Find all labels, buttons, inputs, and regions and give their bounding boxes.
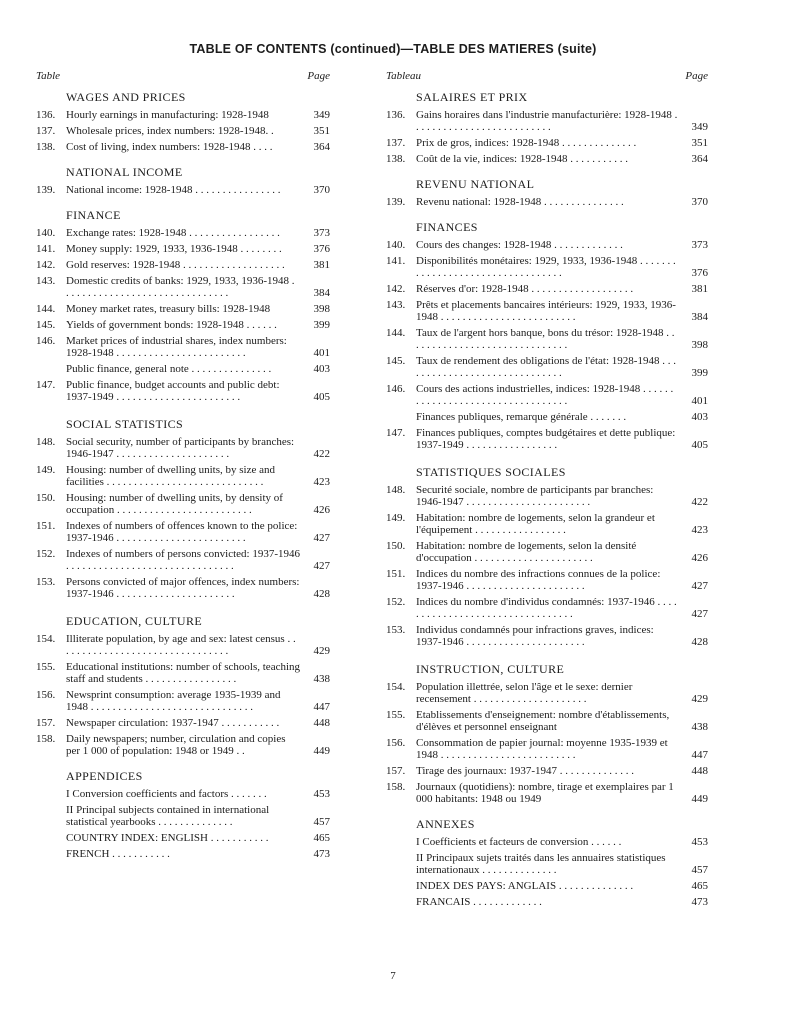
entry-number: 154. [36,633,56,645]
entry-title: INDEX DES PAYS: ANGLAIS . . . . . . . . . . . . . . [416,880,634,892]
page-title: TABLE OF CONTENTS (continued)—TABLE DES MATIERES (suite) [189,42,597,56]
section-title: APPENDICES [66,769,143,783]
entry-page: 403 [691,411,708,423]
entry-page: 429 [313,645,330,657]
entry-title: Newsprint consumption: average 1935-1939 and 1948 . . . . . . . . . . . . . . . . . . . . . . . . . . . . . . [66,689,281,713]
section-title: FINANCES [416,220,478,234]
entry-number: 138. [386,153,406,165]
entry-page: 399 [313,319,330,331]
entry-page: 465 [313,832,330,844]
entry-page: 405 [313,391,330,403]
entry-number: 157. [36,717,56,729]
page-label: Page [685,70,708,82]
entry-number: 137. [36,125,56,137]
entry-title: Securité sociale, nombre de participants par branches: 1946-1947 . . . . . . . . . . . . . . . . . . . . . . . [416,484,654,508]
entry-title: Market prices of industrial shares, index numbers: 1928-1948 . . . . . . . . . . . . . . . . . . . . . . . . [66,335,287,359]
entry-page: 381 [313,259,330,271]
toc-entry [36,303,330,315]
entry-title: Coût de la vie, indices: 1928-1948 . . . . . . . . . . . [416,153,629,165]
entry-page: 384 [691,311,708,323]
entry-page: 457 [313,816,330,828]
toc-entry [386,411,708,423]
entry-title: Wholesale prices, index numbers: 1928-1948. . [66,125,274,137]
toc-entry [36,109,330,121]
toc-entry [386,196,708,208]
entry-page: 381 [691,283,708,295]
page-label: Page [307,70,330,82]
entry-number: 142. [36,259,56,271]
entry-page: 398 [691,339,708,351]
toc-entry [36,319,330,331]
entry-title: Tirage des journaux: 1937-1947 . . . . . . . . . . . . . . [416,765,635,777]
toc-entry [386,836,708,848]
entry-page: 447 [691,749,708,761]
entry-page: 427 [313,532,330,544]
toc-entry [386,596,708,620]
toc-entry [36,259,330,271]
entry-title: Individus condamnés pour infractions graves, indices: 1937-1946 . . . . . . . . . . . . . . . . . . . . . . [416,624,654,648]
entry-number: 151. [386,568,406,580]
toc-entry [386,681,708,705]
toc-entry [386,896,708,908]
entry-page: 422 [313,448,330,460]
entry-title: Money supply: 1929, 1933, 1936-1948 . . . . . . . . [66,243,282,255]
entry-title: Educational institutions: number of schools, teaching staff and students . . . . . . . . . . . . . . . . . [66,661,301,685]
entry-title: Housing: number of dwelling units, by density of occupation . . . . . . . . . . . . . . . . . . . . . . . . . [66,492,283,516]
entry-page: 351 [313,125,330,137]
entry-page: 399 [691,367,708,379]
entry-number: 158. [386,781,406,793]
entry-number: 136. [36,109,56,121]
entry-page: 429 [691,693,708,705]
entry-title: Etablissements d'enseignement: nombre d'établissements, d'élèves et personnel enseignant [416,709,670,733]
english-sections [36,90,330,860]
toc-section [36,90,330,153]
entry-title: Indices du nombre des infractions connues de la police: 1937-1946 . . . . . . . . . . . . . . . . . . . . . . [416,568,661,592]
toc-section [386,817,708,908]
entry-title: Illiterate population, by age and sex: latest census . . . . . . . . . . . . . . . . . . . . . . . . . . . . . . . . [66,633,296,657]
toc-entry [36,832,330,844]
entry-title: Newspaper circulation: 1937-1947 . . . . . . . . . . . [66,717,280,729]
toc-entry [386,709,708,733]
entry-title: Finances publiques, remarque générale . . . . . . . [416,411,627,423]
toc-entry [386,239,708,251]
entry-page: 473 [313,848,330,860]
entry-title: National income: 1928-1948 . . . . . . . . . . . . . . . . [66,184,281,196]
entry-page: 427 [691,608,708,620]
entry-number: 147. [36,379,56,391]
entry-title: Taux de rendement des obligations de l'état: 1928-1948 . . . . . . . . . . . . . . . . . . . . . . . . . . . . . . [416,355,676,379]
toc-entry [386,355,708,379]
entry-number: 137. [386,137,406,149]
toc-entry [36,184,330,196]
entry-title: Cost of living, index numbers: 1928-1948 . . . . [66,141,273,153]
section-title: NATIONAL INCOME [66,165,183,179]
entry-number: 142. [386,283,406,295]
entry-page: 449 [691,793,708,805]
toc-entry [386,484,708,508]
entry-number: 149. [36,464,56,476]
entry-number: 145. [36,319,56,331]
toc-entry [386,737,708,761]
entry-number: 151. [36,520,56,532]
toc-entry [36,141,330,153]
entry-title: Population illettrée, selon l'âge et le sexe: dernier recensement . . . . . . . . . . . . . . . . . . . . . [416,681,633,705]
toc-entry [386,624,708,648]
entry-title: Habitation: nombre de logements, selon la densité d'occupation . . . . . . . . . . . . . . . . . . . . . . [416,540,637,564]
tableau-label: Tableau [386,70,422,82]
entry-number: 148. [36,436,56,448]
toc-entry [36,492,330,516]
toc-entry [386,109,708,133]
entry-number: 140. [36,227,56,239]
entry-number: 156. [36,689,56,701]
toc-entry [386,327,708,351]
french-column-header [386,70,708,88]
entry-title: Cours des changes: 1928-1948 . . . . . . . . . . . . . [416,239,623,251]
entry-number: 158. [36,733,56,745]
entry-page: 473 [691,896,708,908]
toc-entry [386,153,708,165]
entry-page: 351 [691,137,708,149]
entry-page: 453 [313,788,330,800]
entry-number: 152. [386,596,406,608]
entry-page: 373 [691,239,708,251]
table-label: Table [36,70,61,82]
entry-title: Social security, number of participants by branches: 1946-1947 . . . . . . . . . . . . . . . . . . . . . [66,436,295,460]
entry-page: 370 [691,196,708,208]
toc-section [386,220,708,451]
entry-title: Gold reserves: 1928-1948 . . . . . . . . . . . . . . . . . . . [66,259,285,271]
entry-number: 141. [386,255,406,267]
entry-number: 150. [36,492,56,504]
entry-number: 138. [36,141,56,153]
entry-number: 155. [36,661,56,673]
entry-title: Gains horaires dans l'industrie manufacturière: 1928-1948 . . . . . . . . . . . . . . . . . . . . . . . . . . [416,109,678,133]
entry-number: 145. [386,355,406,367]
entry-page: 426 [313,504,330,516]
entry-title: Cours des actions industrielles, indices: 1928-1948 . . . . . . . . . . . . . . . . . . . . . . . . . . . . . . . . . . [416,383,674,407]
entry-title: Money market rates, treasury bills: 1928-1948 [66,303,271,315]
entry-number: 139. [36,184,56,196]
toc-entry [386,765,708,777]
section-title: EDUCATION, CULTURE [66,614,203,628]
entry-page: 398 [313,303,330,315]
entry-page: 370 [313,184,330,196]
entry-page: 465 [691,880,708,892]
entry-title: Daily newspapers; number, circulation and copies per 1 000 of population: 1948 or 1949 . . [66,733,286,757]
toc-entry [36,548,330,572]
entry-title: Indexes of numbers of offences known to the police: 1937-1946 . . . . . . . . . . . . . . . . . . . . . . . . [66,520,298,544]
entry-page: 423 [691,524,708,536]
entry-number: 156. [386,737,406,749]
entry-number: 149. [386,512,406,524]
entry-number: 154. [386,681,406,693]
toc-entry [36,464,330,488]
entry-number: 136. [386,109,406,121]
entry-number: 144. [36,303,56,315]
toc-entry [386,137,708,149]
toc-entry [36,275,330,299]
entry-number: 148. [386,484,406,496]
entry-page: 376 [691,267,708,279]
entry-title: II Principal subjects contained in international statistical yearbooks . . . . . . . . . . . . . . [66,804,270,828]
section-title: WAGES AND PRICES [66,90,186,104]
entry-title: I Conversion coefficients and factors . . . . . . . [66,788,267,800]
toc-entry [386,299,708,323]
entry-title: Prêts et placements bancaires intérieurs: 1929, 1933, 1936-1948 . . . . . . . . . . . . . . . . . . . . . . . . . [416,299,676,323]
toc-entry [36,436,330,460]
toc-entry [36,335,330,359]
toc-section [36,769,330,860]
entry-page: 427 [691,580,708,592]
section-title: FINANCE [66,208,121,222]
entry-page: 376 [313,243,330,255]
entry-title: Yields of government bonds: 1928-1948 . . . . . . [66,319,277,331]
entry-page: 401 [691,395,708,407]
entry-title: Réserves d'or: 1928-1948 . . . . . . . . . . . . . . . . . . . [416,283,634,295]
section-title: STATISTIQUES SOCIALES [416,465,566,479]
entry-title: Taux de l'argent hors banque, bons du trésor: 1928-1948 . . . . . . . . . . . . . . . . . . . . . . . . . . . . . . [416,327,675,351]
entry-number: 143. [36,275,56,287]
entry-page: 428 [691,636,708,648]
entry-page: 384 [313,287,330,299]
entry-number: 153. [36,576,56,588]
entry-page: 449 [313,745,330,757]
entry-title: Housing: number of dwelling units, by size and facilities . . . . . . . . . . . . . . . . . . . . . . . . . . . . . [66,464,275,488]
entry-number: 146. [386,383,406,395]
entry-page: 428 [313,588,330,600]
toc-entry [386,255,708,279]
entry-title: Habitation: nombre de logements, selon la grandeur et l'équipement . . . . . . . . . . . . . . . . . [416,512,655,536]
entry-number: 150. [386,540,406,552]
toc-entry [36,520,330,544]
entry-title: COUNTRY INDEX: ENGLISH . . . . . . . . . . . [66,832,269,844]
toc-entry [36,227,330,239]
entry-page: 349 [313,109,330,121]
toc-entry [36,717,330,729]
page-number: 7 [390,970,396,982]
toc-section [36,614,330,757]
french-column [386,70,708,912]
toc-entry [36,363,330,375]
entry-title: Domestic credits of banks: 1929, 1933, 1936-1948 . . . . . . . . . . . . . . . . . . . . . . . . . . . . . . . [66,275,295,299]
entry-title: Consommation de papier journal: moyenne 1935-1939 et 1948 . . . . . . . . . . . . . . . . . . . . . . . . . [416,737,668,761]
entry-page: 447 [313,701,330,713]
toc-entry [36,243,330,255]
toc-entry [36,661,330,685]
toc-entry [386,880,708,892]
toc-entry [36,788,330,800]
entry-title: Indices du nombre d'individus condamnés: 1937-1946 . . . . . . . . . . . . . . . . . . . . . . . . . . . . . . . . . [416,596,677,620]
toc-entry [386,512,708,536]
toc-entry [386,852,708,876]
toc-entry [36,848,330,860]
entry-title: I Coefficients et facteurs de conversion . . . . . . [416,836,622,848]
entry-page: 427 [313,560,330,572]
entry-page: 438 [691,721,708,733]
entry-number: 144. [386,327,406,339]
section-title: SALAIRES ET PRIX [416,90,528,104]
toc-entry [386,568,708,592]
entry-title: Public finance, budget accounts and public debt: 1937-1949 . . . . . . . . . . . . . . . . . . . . . . . [66,379,280,403]
toc-entry [386,427,708,451]
toc-entry [386,781,708,805]
entry-title: Exchange rates: 1928-1948 . . . . . . . . . . . . . . . . . [66,227,280,239]
toc-entry [36,576,330,600]
toc-section [36,417,330,600]
toc-entry [386,283,708,295]
entry-page: 457 [691,864,708,876]
entry-page: 423 [313,476,330,488]
toc-entry [36,125,330,137]
toc-entry [386,540,708,564]
entry-number: 152. [36,548,56,560]
toc-section [386,662,708,805]
section-title: INSTRUCTION, CULTURE [416,662,565,676]
section-title: REVENU NATIONAL [416,177,535,191]
entry-page: 453 [691,836,708,848]
toc-section [36,165,330,196]
section-title: SOCIAL STATISTICS [66,417,184,431]
toc-entry [36,633,330,657]
entry-title: FRANCAIS . . . . . . . . . . . . . [416,896,542,908]
entry-number: 139. [386,196,406,208]
toc-section [36,208,330,403]
entry-page: 438 [313,673,330,685]
entry-page: 448 [313,717,330,729]
entry-title: Finances publiques, comptes budgétaires et dette publique: 1937-1949 . . . . . . . . . . . . . . . . . [416,427,676,451]
entry-number: 140. [386,239,406,251]
toc-entry [36,804,330,828]
toc-entry [36,379,330,403]
entry-page: 426 [691,552,708,564]
english-column [36,70,330,864]
entry-page: 364 [313,141,330,153]
section-title: ANNEXES [416,817,475,831]
toc-entry [386,383,708,407]
toc-section [386,90,708,165]
entry-number: 141. [36,243,56,255]
entry-number: 155. [386,709,406,721]
toc-section [386,177,708,208]
entry-number: 147. [386,427,406,439]
entry-title: Journaux (quotidiens): nombre, tirage et exemplaires par 1 000 habitants: 1948 ou 1949 [416,781,674,805]
toc-entry [36,733,330,757]
entry-title: Indexes of numbers of persons convicted: 1937-1946 . . . . . . . . . . . . . . . . . . . . . . . . . . . . . . . [66,548,301,572]
entry-page: 373 [313,227,330,239]
entry-page: 422 [691,496,708,508]
entry-title: Hourly earnings in manufacturing: 1928-1948 [66,109,269,121]
entry-page: 401 [313,347,330,359]
entry-title: II Principaux sujets traités dans les annuaires statistiques internationaux . . . . . . . . . . . . . . [416,852,666,876]
entry-page: 403 [313,363,330,375]
entry-page: 448 [691,765,708,777]
toc-section [386,465,708,648]
entry-title: FRENCH . . . . . . . . . . . [66,848,170,860]
entry-page: 349 [691,121,708,133]
entry-title: Persons convicted of major offences, index numbers: 1937-1946 . . . . . . . . . . . . . . . . . . . . . . [66,576,300,600]
entry-page: 405 [691,439,708,451]
entry-title: Public finance, general note . . . . . . . . . . . . . . . [66,363,272,375]
entry-title: Prix de gros, indices: 1928-1948 . . . . . . . . . . . . . . [416,137,637,149]
entry-page: 364 [691,153,708,165]
entry-title: Revenu national: 1928-1948 . . . . . . . . . . . . . . . [416,196,624,208]
english-column-header [36,70,330,88]
toc-entry [36,689,330,713]
entry-title: Disponibilités monétaires: 1929, 1933, 1936-1948 . . . . . . . . . . . . . . . . . . . . . . . . . . . . . . . . . . [416,255,676,279]
entry-number: 153. [386,624,406,636]
entry-number: 146. [36,335,56,347]
entry-number: 157. [386,765,406,777]
french-sections [386,90,708,908]
entry-number: 143. [386,299,406,311]
